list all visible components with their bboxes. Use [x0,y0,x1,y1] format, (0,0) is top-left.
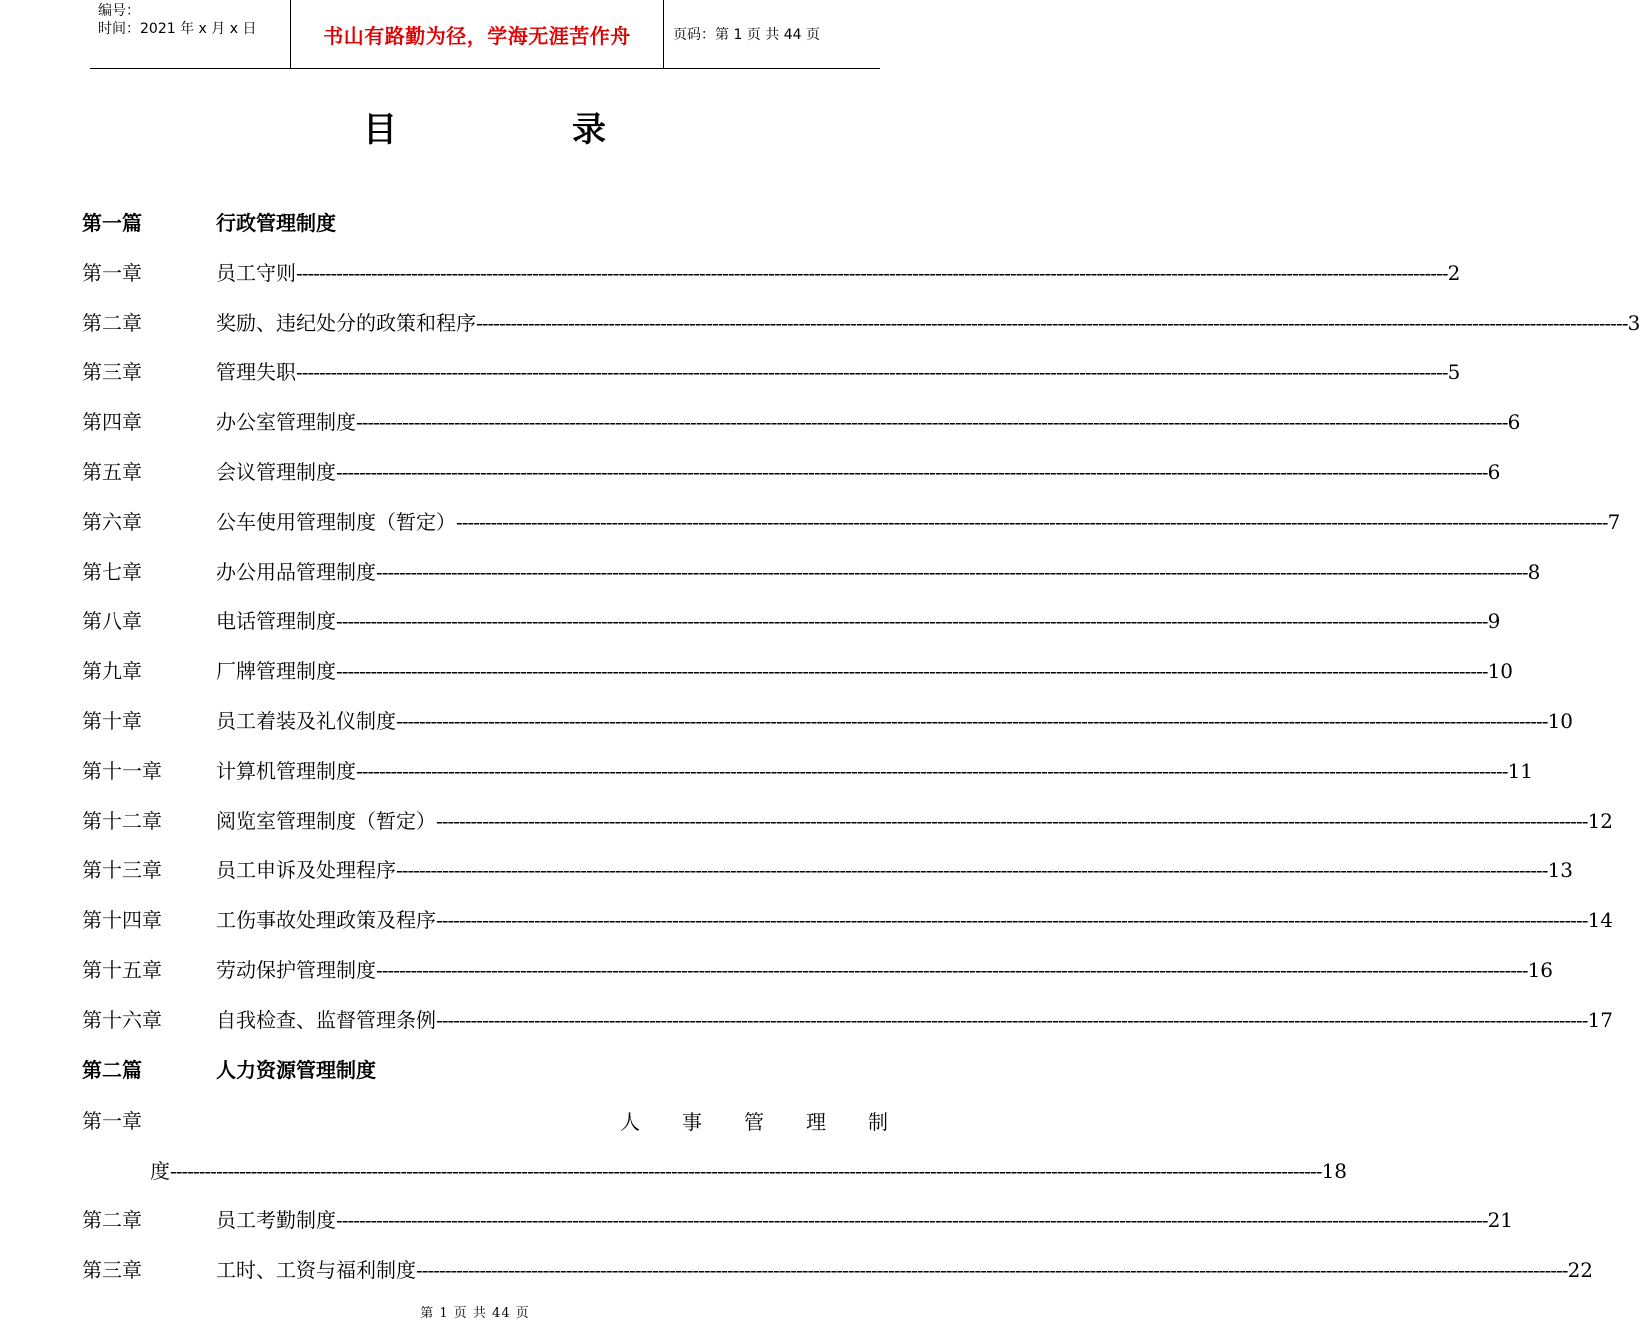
toc-entry[interactable] [82,756,1534,786]
toc-leader-dashes: -------------------------------------------------------------------------------------------------------------------------------------------------------------------------------------------------------- [456,509,1608,534]
toc-entry-page: 13 [1547,858,1574,883]
toc-entry[interactable] [82,656,1514,686]
toc-entry-body [216,806,1614,836]
header-motto: 书山有路勤为径，学海无涯苦作舟 [323,23,631,48]
toc-entry-body [216,756,1534,786]
toc-entry-page: 14 [1587,908,1614,933]
page-footer: 第 1 页 共 44 页 [420,1306,530,1321]
toc-entry-page: 16 [1527,958,1554,982]
toc-entry-number: 第十五章 [82,958,162,982]
toc-entry-page: 10 [1547,709,1574,733]
toc-part-heading [82,1055,802,1085]
toc-entry-number: 第二章 [82,310,142,335]
toc-entry-page: 6 [1487,460,1501,484]
toc-entry-page: 12 [1587,808,1614,833]
toc-entry-title: 阅览室管理制度（暂定） [216,808,436,833]
header-divider [663,0,664,68]
toc-leader-dashes: -------------------------------------------------------------------------------------------------------------------------------------------------------------------------------------------------------- [436,808,1588,833]
toc-entry-page: 6 [1507,410,1521,435]
toc-entry-title: 人力资源管理制度 [216,1057,376,1082]
toc-entry-number: 第九章 [82,659,142,684]
toc-entry[interactable] [82,905,1614,935]
toc-entry[interactable] [82,1205,1514,1235]
toc-entry-number: 第十二章 [82,808,162,833]
toc-entry-title: 自我检查、监督管理条例 [216,1007,436,1032]
toc-entry-title: 员工考勤制度 [216,1208,336,1232]
toc-leader-dashes: -------------------------------------------------------------------------------------------------------------------------------------------------------------------------------------------------------- [336,609,1488,634]
toc-entry-page: 11 [1507,758,1534,783]
toc-entry-number: 第五章 [82,460,142,484]
toc-entry-title-char: 管 [744,1110,764,1134]
toc-leader-dashes: -------------------------------------------------------------------------------------------------------------------------------------------------------------------------------------------------------- [356,758,1508,783]
toc-entry-number: 第三章 [82,360,142,385]
toc-entry-body [216,606,1501,636]
toc-entry[interactable] [82,357,1461,387]
serial-label: 编号： [98,3,140,19]
toc-leader-dashes: -------------------------------------------------------------------------------------------------------------------------------------------------------------------------------------------------------- [436,908,1588,933]
toc-entry-number: 第二章 [82,1208,142,1232]
toc-leader-dashes: -------------------------------------------------------------------------------------------------------------------------------------------------------------------------------------------------------- [336,1208,1488,1232]
title-char: 录 [572,110,606,150]
toc-leader-dashes: -------------------------------------------------------------------------------------------------------------------------------------------------------------------------------------------------------- [170,1159,1322,1183]
header-meta [98,2,256,38]
toc-entry-page: 8 [1527,559,1541,584]
toc-entry-number: 第二篇 [82,1057,142,1082]
toc-entry-body [216,1055,802,1085]
toc-entry-title: 员工守则 [216,260,296,285]
toc-leader-dashes: -------------------------------------------------------------------------------------------------------------------------------------------------------------------------------------------------------- [296,260,1448,285]
toc-entry-number: 第十三章 [82,858,162,883]
toc-entry-body [216,308,1640,338]
toc-entry-body [216,507,1621,537]
toc-entry-title: 劳动保护管理制度 [216,958,376,982]
toc-entry-title: 会议管理制度 [216,460,336,484]
toc-entry-title: 管理失职 [216,360,296,385]
toc-entry[interactable] [82,955,1554,985]
toc-leader-dashes: -------------------------------------------------------------------------------------------------------------------------------------------------------------------------------------------------------- [296,360,1448,385]
toc-entry-title-char: 事 [682,1110,702,1134]
toc-entry[interactable] [82,507,1621,537]
toc-part-heading [82,208,802,238]
toc-entry-body [216,357,1461,387]
toc-entry-body [216,656,1514,686]
toc-entry[interactable] [82,407,1521,437]
toc-entry-page: 17 [1587,1007,1614,1032]
toc-entry-title: 员工申诉及处理程序 [216,858,396,883]
toc-entry-number: 第三章 [82,1257,142,1282]
toc-entry-title-char: 制 [868,1110,888,1134]
toc-entry[interactable] [82,1255,1594,1285]
toc-entry-number: 第八章 [82,609,142,634]
toc-entry-body [216,1255,1594,1285]
toc-entry[interactable] [82,806,1614,836]
toc-entry-body [216,855,1574,885]
toc-entry-body [216,407,1521,437]
toc-entry-number: 第一章 [82,260,142,285]
toc-entry[interactable] [82,557,1541,587]
toc-entry-title: 员工着装及礼仪制度 [216,709,396,733]
toc-entry-number: 第十章 [82,709,142,733]
toc-entry-number: 第十四章 [82,908,162,933]
toc-leader-dashes: -------------------------------------------------------------------------------------------------------------------------------------------------------------------------------------------------------- [396,709,1548,733]
toc-entry-page: 2 [1447,260,1461,285]
toc-entry-page: 7 [1607,509,1621,534]
toc-leader-dashes: -------------------------------------------------------------------------------------------------------------------------------------------------------------------------------------------------------- [436,1007,1588,1032]
title-char: 目 [363,110,397,150]
toc-entry[interactable] [82,457,1501,487]
toc-entry-title: 工时、工资与福利制度 [216,1257,416,1282]
header-page-label: 页码：第 1 页 共 44 页 [673,27,820,43]
toc-entry-title: 厂牌管理制度 [216,659,336,684]
toc-entry-title: 工伤事故处理政策及程序 [216,908,436,933]
toc-leader-dashes: -------------------------------------------------------------------------------------------------------------------------------------------------------------------------------------------------------- [476,310,1628,335]
toc-entry-body [216,457,1501,487]
toc-entry-title: 公车使用管理制度（暂定） [216,509,456,534]
toc-entry-title-char: 度 [150,1159,170,1183]
toc-leader-dashes: -------------------------------------------------------------------------------------------------------------------------------------------------------------------------------------------------------- [416,1257,1568,1282]
toc-entry-title-char: 人 [620,1110,640,1134]
toc-entry-page: 18 [1321,1159,1348,1183]
toc-entry-title: 办公用品管理制度 [216,559,376,584]
toc-entry-body [216,1205,1514,1235]
toc-entry-number: 第十六章 [82,1007,162,1032]
toc-entry-continuation[interactable] [150,1156,1348,1186]
toc-entry-number: 第四章 [82,410,142,435]
toc-entry-body [216,955,1554,985]
page-header [90,0,880,69]
toc-entry-page: 22 [1567,1257,1594,1282]
toc-leader-dashes: -------------------------------------------------------------------------------------------------------------------------------------------------------------------------------------------------------- [396,858,1548,883]
toc-entry[interactable] [82,855,1574,885]
toc-entry-title-spread [620,1106,888,1135]
toc-entry-title: 行政管理制度 [216,211,336,235]
toc-entry-number: 第一章 [82,1109,142,1133]
toc-leader-dashes: -------------------------------------------------------------------------------------------------------------------------------------------------------------------------------------------------------- [376,958,1528,982]
toc-entry[interactable] [82,308,1640,338]
toc-entry-title: 奖励、违纪处分的政策和程序 [216,310,476,335]
toc-leader-dashes: -------------------------------------------------------------------------------------------------------------------------------------------------------------------------------------------------------- [336,460,1488,484]
toc-entry-number: 第六章 [82,509,142,534]
toc-entry-title: 计算机管理制度 [216,758,356,783]
time-label: 时间：2021 年 x 月 x 日 [98,21,257,37]
toc-entry-title: 办公室管理制度 [216,410,356,435]
toc-entry-body [216,905,1614,935]
toc-entry-body [216,1005,1614,1035]
toc-entry[interactable] [82,606,1501,636]
toc-entry-page: 10 [1487,659,1514,684]
toc-entry-page: 5 [1447,360,1461,385]
toc-entry-title: 电话管理制度 [216,609,336,634]
toc-leader-dashes: -------------------------------------------------------------------------------------------------------------------------------------------------------------------------------------------------------- [356,410,1508,435]
toc-entry-page: 21 [1487,1208,1514,1232]
toc-leader-dashes: -------------------------------------------------------------------------------------------------------------------------------------------------------------------------------------------------------- [376,559,1528,584]
toc-entry-number: 第七章 [82,559,142,584]
toc-entry-page: 9 [1487,609,1501,634]
toc-entry-body [216,258,1461,288]
toc-entry-body [216,706,1574,736]
toc-entry-number: 第十一章 [82,758,162,783]
toc-leader-dashes: -------------------------------------------------------------------------------------------------------------------------------------------------------------------------------------------------------- [336,659,1488,684]
toc-entry[interactable] [82,1005,1614,1035]
toc-entry-title-char: 理 [806,1110,826,1134]
toc-entry-number: 第一篇 [82,211,142,235]
toc-entry[interactable] [82,706,1574,736]
toc-entry[interactable] [82,258,1461,288]
toc-entry-body [216,557,1541,587]
toc-entry-page: 3 [1627,310,1640,335]
toc-entry-body [216,208,802,238]
